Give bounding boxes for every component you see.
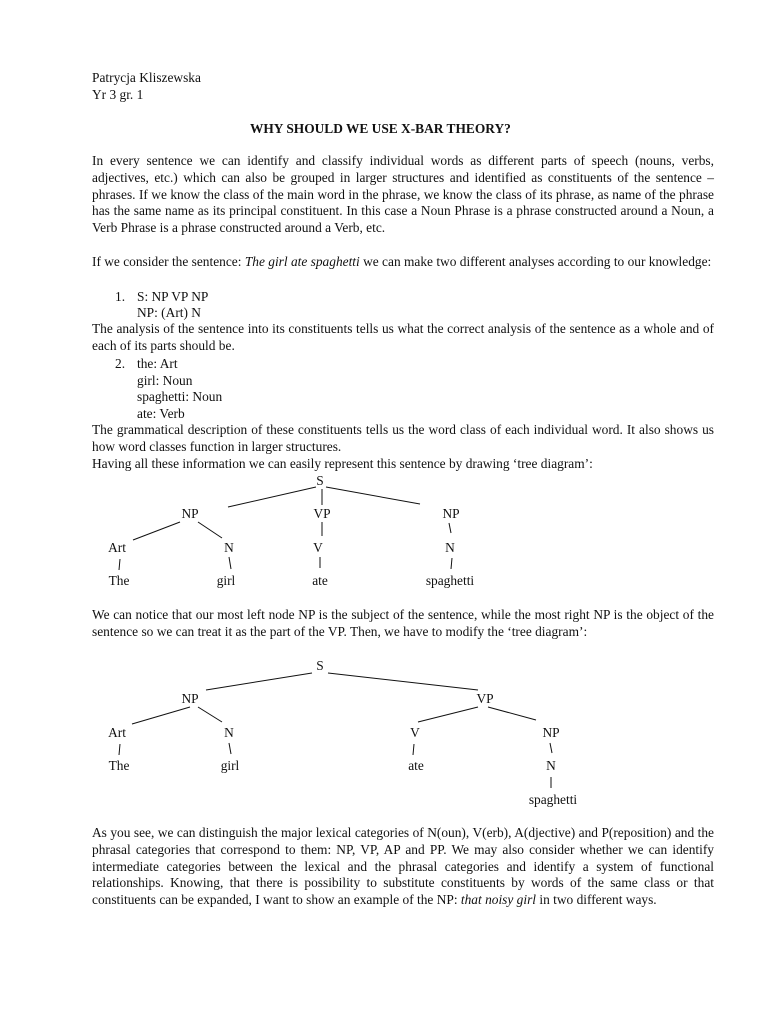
tree2-node-art: Art bbox=[108, 725, 126, 740]
tree2-word: ate bbox=[408, 758, 424, 773]
paragraph-example-sentence: If we consider the sentence: The girl ate spaghetti we can make two different analyses according to our knowledge: bbox=[92, 254, 712, 269]
tree2-node-np: NP bbox=[542, 725, 560, 740]
list-number-1: 1. bbox=[115, 289, 126, 304]
tree1-edge bbox=[133, 522, 180, 540]
list-number-2: 2. bbox=[115, 356, 126, 371]
tree1-node-n: N bbox=[224, 540, 234, 555]
tree1-word: girl bbox=[216, 573, 236, 588]
example-sentence: The girl ate spaghetti bbox=[244, 254, 360, 269]
tree2-edge bbox=[119, 744, 120, 755]
tree1-node-np: NP bbox=[442, 506, 460, 521]
list2-line: the: Art bbox=[137, 356, 178, 371]
tree-diagram-1 bbox=[108, 473, 474, 588]
tree2-edge bbox=[132, 707, 190, 724]
list2-line: ate: Verb bbox=[137, 406, 185, 421]
tree2-node-n: N bbox=[546, 758, 556, 773]
tree1-word: The bbox=[108, 573, 130, 588]
tree2-node-np: NP bbox=[181, 691, 199, 706]
paragraph-intro: In every sentence we can identify and classify individual words as different parts of speech (nouns, verbs, adjectives, etc.) which can also be grouped in larger structures and identified as constituents of the sentence – phrases. If we know the class of the main word in the phrase, we know the class of its phrase, as name of the phrase has the same name as its principal constituent. In this case a Noun Phrase is a phrase constructed around a Noun, a Verb Phrase is a phrase constructed around a Verb, etc. bbox=[92, 153, 714, 236]
tree2-edge bbox=[488, 707, 536, 720]
tree1-edge bbox=[119, 559, 120, 570]
tree2-edge bbox=[198, 707, 222, 722]
tree1-edge bbox=[451, 558, 452, 569]
tree1-edge bbox=[198, 522, 222, 538]
paragraph-conclusion: As you see, we can distinguish the major lexical categories of N(oun), V(erb), A(djective) and P(reposition) and the phrasal categories that correspond to them: NP, VP, AP and PP. We may also consider whether we can identify intermediate categories between the lexical and the phrasal categories and identify a system of functional relationships. Knowing, that there is possibility to substitute constituents by words of the same class or that constituents can be expanded, I want to show an example of the NP: that noisy girl in two different ways. bbox=[92, 825, 714, 908]
tree2-node-vp: VP bbox=[476, 691, 494, 706]
tree1-node-s: S bbox=[316, 473, 324, 488]
tree1-edge bbox=[229, 557, 231, 569]
example-np: that noisy girl bbox=[460, 892, 537, 908]
tree2-edge bbox=[328, 673, 478, 690]
tree1-word: spaghetti bbox=[425, 573, 475, 588]
tree2-word: spaghetti bbox=[528, 792, 578, 807]
tree1-node-vp: VP bbox=[313, 506, 331, 521]
tree1-node-art: Art bbox=[108, 540, 126, 555]
tree1-node-v: V bbox=[313, 540, 323, 555]
tree2-edge bbox=[229, 743, 231, 754]
tree1-word: ate bbox=[312, 573, 328, 588]
paragraph-analysis: The analysis of the sentence into its constituents tells us what the correct analysis of the sentence as a whole and of each of its parts should be. bbox=[92, 321, 714, 353]
paragraph-description: The grammatical description of these constituents tells us the word class of each individual word. It also shows us how word classes function in larger structures. bbox=[92, 422, 714, 454]
tree1-edge bbox=[449, 523, 451, 533]
tree2-word: The bbox=[108, 758, 130, 773]
tree2-node-s: S bbox=[316, 658, 324, 673]
tree2-edge bbox=[206, 673, 312, 690]
tree2-node-v: V bbox=[410, 725, 420, 740]
tree1-edge bbox=[326, 487, 420, 504]
page-title: WHY SHOULD WE USE X-BAR THEORY? bbox=[250, 121, 511, 136]
tree1-edge bbox=[228, 487, 316, 507]
paragraph-modify: We can notice that our most left node NP is the subject of the sentence, while the most right NP is the object of the sentence so we can treat it as the part of the VP. Then, we have to modify the ‘tree diagram’: bbox=[92, 607, 714, 639]
group-line: Yr 3 gr. 1 bbox=[92, 87, 144, 102]
list2-line: girl: Noun bbox=[137, 373, 193, 388]
list2-line: spaghetti: Noun bbox=[137, 389, 223, 404]
tree1-node-n: N bbox=[445, 540, 455, 555]
tree2-edge bbox=[413, 744, 414, 755]
tree1-node-np: NP bbox=[181, 506, 199, 521]
tree2-edge bbox=[550, 743, 552, 753]
tree-diagram-2 bbox=[108, 658, 577, 807]
tree2-edge bbox=[418, 707, 478, 722]
tree2-node-n: N bbox=[224, 725, 234, 740]
tree2-word: girl bbox=[220, 758, 240, 773]
author-name: Patrycja Kliszewska bbox=[92, 70, 201, 85]
list1-line1: S: NP VP NP bbox=[137, 289, 209, 304]
list1-line2: NP: (Art) N bbox=[137, 305, 201, 320]
paragraph-tree-intro: Having all these information we can easily represent this sentence by drawing ‘tree diagram’: bbox=[92, 456, 593, 471]
